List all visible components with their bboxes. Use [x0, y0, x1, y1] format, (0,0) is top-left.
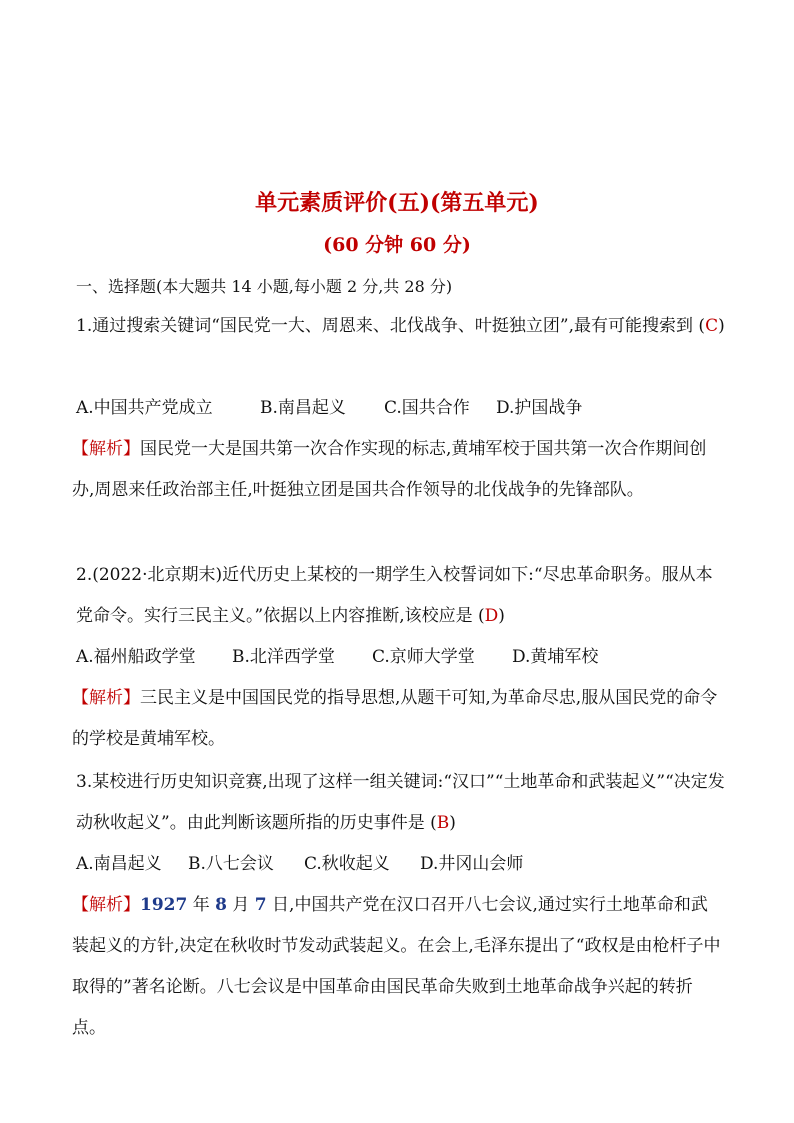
section-heading: 一、选择题(本大题共 14 小题,每小题 2 分,共 28 分) [76, 277, 453, 296]
question-2-stem: 2.(2022·北京期末)近代历史上某校的一期学生入校誓词如下:“尽忠革命职务。服从本党命令。实行三民主义。”依据以上内容推断,该校应是 (D) [76, 565, 713, 626]
answer-letter: C [705, 316, 719, 336]
option-a: A.福州船政学堂 [76, 647, 196, 667]
option-a: A.中国共产党成立 [76, 398, 213, 418]
option-b: B.北洋西学堂 [232, 647, 335, 667]
option-c: C.国共合作 [384, 398, 470, 418]
question-3-analysis: 【解析】1927 年 8 月 7 日,中国共产党在汉口召开八七会议,通过实行土地革命和武装起义的方针,决定在秋收时节发动武装起义。在会上,毛泽东提出了“政权是由枪杆子中取得的”著名论断。八七会议是中国革命由国民革命失败到土地革命战争兴起的转折点。 [72, 895, 721, 1038]
analysis-text: 日,中国共产党在汉口召开八七会议,通过实行土地革命和武装起义的方针,决定在秋收时节发动武装起义。在会上,毛泽东提出了“政权是由枪杆子中取得的”著名论断。八七会议是中国革命由国民革命失败到土地革命战争兴起的转折点。 [72, 895, 721, 1038]
option-b: B.南昌起义 [260, 398, 346, 418]
option-b: B.八七会议 [188, 854, 274, 874]
analysis-tag: 【解析】 [72, 895, 140, 915]
question-1-options [76, 388, 726, 429]
question-1-analysis [72, 429, 722, 511]
answer-letter: B [436, 813, 450, 833]
analysis-tag: 【解析】 [72, 688, 140, 708]
option-d: D.井冈山会师 [420, 854, 524, 874]
answer-letter: D [484, 606, 499, 626]
option-c: C.京师大学堂 [372, 647, 475, 667]
analysis-day: 7 [254, 895, 267, 915]
question-3-stem: 3.某校进行历史知识竞赛,出现了这样一组关键词:“汉口”“土地革命和武装起义”“决定发动秋收起义”。由此判断该题所指的历史事件是 (B) [76, 772, 725, 833]
analysis-text: 国民党一大是国共第一次合作实现的标志,黄埔军校于国共第一次合作期间创办,周恩来任政治部主任,叶挺独立团是国共合作领导的北伐战争的先锋部队。 [72, 439, 707, 500]
option-d: D.黄埔军校 [512, 647, 599, 667]
page-title: 单元素质评价(五)(第五单元) [255, 190, 539, 216]
analysis-tag: 【解析】 [72, 439, 140, 459]
question-1-stem: 1.通过搜索关键词“国民党一大、周恩来、北伐战争、叶挺独立团”,最有可能搜索到 (C) [76, 316, 725, 336]
analysis-text: 三民主义是中国国民党的指导思想,从题干可知,为革命尽忠,服从国民党的命令的学校是黄埔军校。 [72, 688, 718, 749]
question-stem-text: 1.通过搜索关键词“国民党一大、周恩来、北伐战争、叶挺独立团”,最有可能搜索到 [76, 316, 694, 336]
option-c: C.秋收起义 [304, 854, 390, 874]
analysis-month: 8 [215, 895, 227, 915]
question-3-options [76, 844, 726, 885]
analysis-year: 1927 [140, 895, 188, 915]
question-stem-text: 3.某校进行历史知识竞赛,出现了这样一组关键词:“汉口”“土地革命和武装起义”“决定发动秋收起义”。由此判断该题所指的历史事件是 [76, 772, 725, 833]
option-a: A.南昌起义 [76, 854, 162, 874]
page-subtitle: (60 分钟 60 分) [323, 234, 471, 256]
question-stem-text: 2.(2022·北京期末)近代历史上某校的一期学生入校誓词如下:“尽忠革命职务。服从本党命令。实行三民主义。”依据以上内容推断,该校应是 [76, 565, 713, 626]
option-d: D.护国战争 [496, 398, 583, 418]
question-2-analysis [72, 678, 722, 760]
question-2-options [76, 637, 726, 678]
